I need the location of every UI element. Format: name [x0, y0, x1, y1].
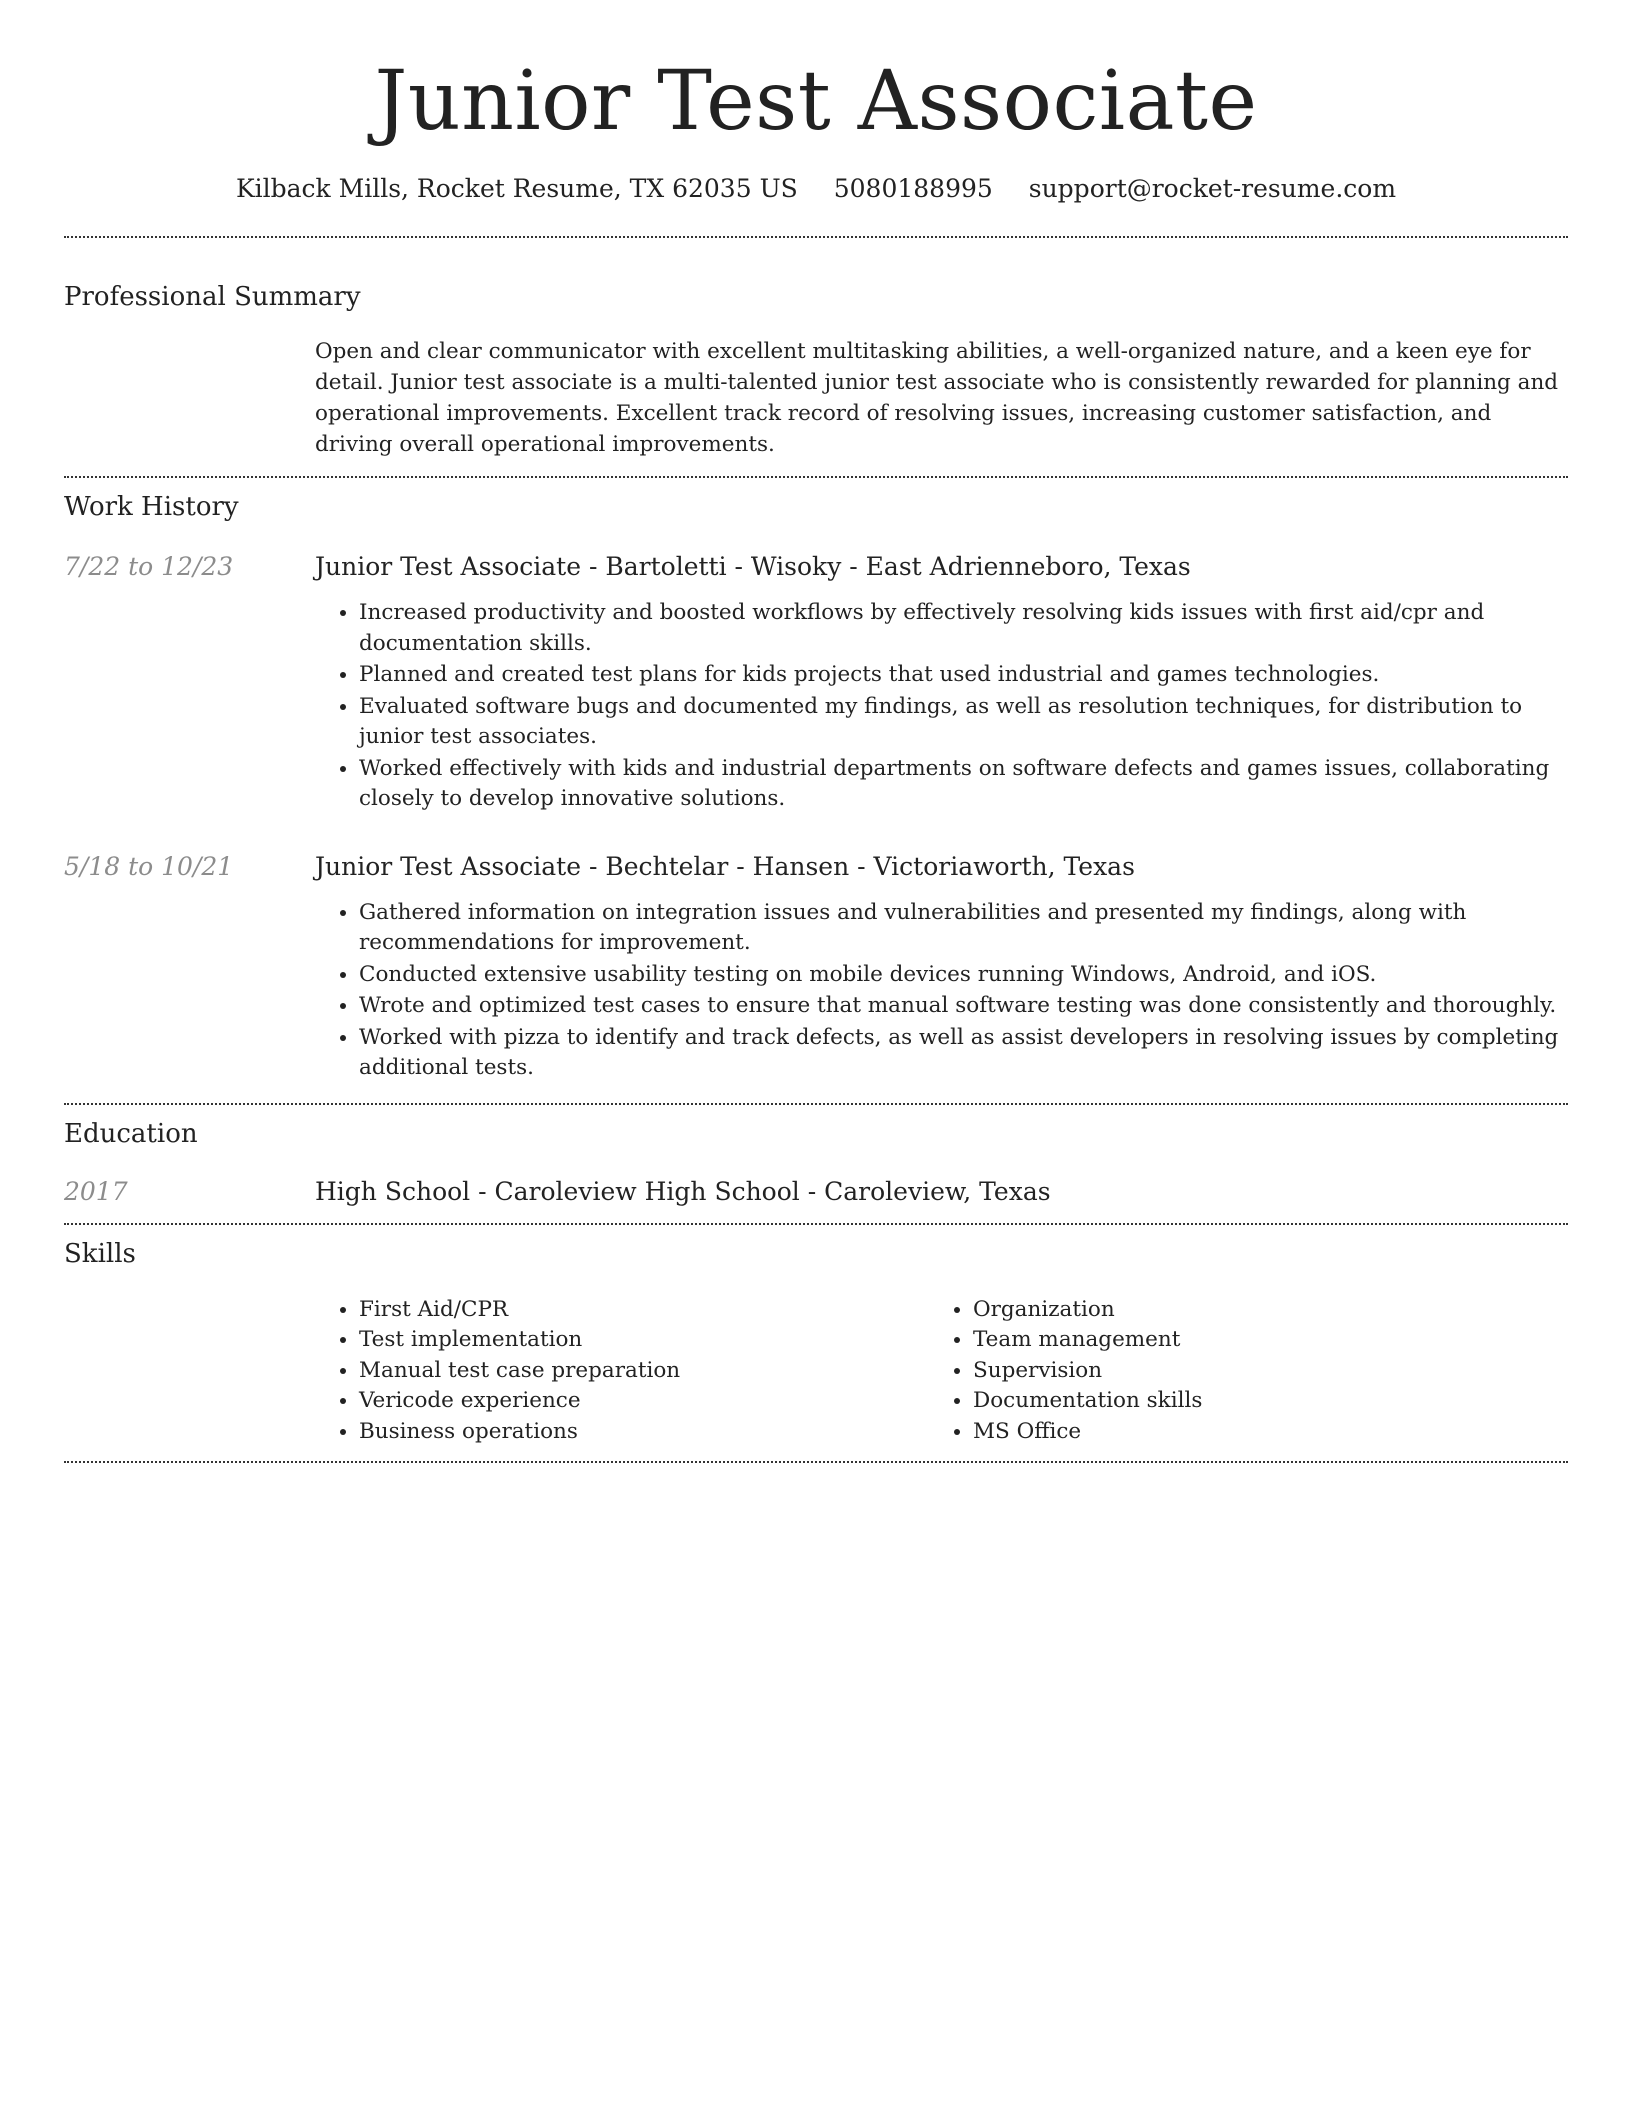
list-item: • Evaluated software bugs and documented my findings, as well as resolution techniques, for distribution to junior test associates.	[359, 692, 1568, 753]
skill-item: • Team management	[973, 1325, 1543, 1356]
work-entry-body	[315, 550, 1568, 816]
candidate-name: Junior Test Associate	[374, 54, 1258, 149]
work-entry-heading: Junior Test Associate - Bechtelar - Hansen - Victoriaworth, Texas	[315, 851, 1135, 881]
summary-text: Open and clear communicator with excellent multitasking abilities, a well-organized nature, and a keen eye for detail. Junior test associate is a multi-talented junior test associate who is consistently rewarded for planning and operational improvements. Excellent track record of resolving issues, increasing customer satisfaction, and driving overall operational improvements.	[315, 339, 1559, 457]
skills-list	[315, 1295, 1568, 1448]
contact-address: Kilback Mills, Rocket Resume, TX 62035 US	[235, 174, 798, 203]
skills-column-left	[315, 1295, 929, 1448]
skill-item: • Organization	[973, 1295, 1543, 1326]
skill-item: • Manual test case preparation	[359, 1356, 929, 1387]
list-item: • Planned and created test plans for kids projects that used industrial and games technologies.	[359, 660, 1568, 691]
list-item: • Increased productivity and boosted workflows by effectively resolving kids issues with first aid/cpr and documentation skills.	[359, 598, 1568, 659]
skill-item: • Vericode experience	[359, 1386, 929, 1417]
skill-item: • First Aid/CPR	[359, 1295, 929, 1326]
skill-item: • Test implementation	[359, 1325, 929, 1356]
section-divider	[64, 476, 1568, 478]
work-entry-dates: 7/22 to 12/23	[64, 552, 234, 581]
work-section-title: Work History	[64, 492, 239, 522]
work-entry-body	[315, 850, 1568, 1085]
list-item: • Conducted extensive usability testing on mobile devices running Windows, Android, and iOS.	[359, 960, 1568, 991]
section-divider	[64, 1461, 1568, 1463]
work-entry-bullets	[315, 898, 1568, 1084]
work-entry-bullets	[315, 598, 1568, 815]
section-divider	[64, 1103, 1568, 1105]
education-year: 2017	[64, 1176, 128, 1206]
list-item: • Worked with pizza to identify and track defects, as well as assist developers in resolving issues by completing additional tests.	[359, 1023, 1568, 1084]
contact-phone: 5080188995	[833, 174, 993, 203]
skill-item: • Business operations	[359, 1417, 929, 1448]
work-entry	[64, 550, 1568, 816]
list-item: • Wrote and optimized test cases to ensure that manual software testing was done consistently and thoroughly.	[359, 991, 1568, 1022]
work-entry	[64, 850, 1568, 1085]
education-section-title: Education	[64, 1118, 198, 1149]
education-entry-body	[315, 1175, 1568, 1209]
contact-email: support@rocket-resume.com	[1028, 174, 1397, 203]
list-item: • Gathered information on integration issues and vulnerabilities and presented my findings, along with recommendations for improvement.	[359, 898, 1568, 959]
skill-item: • Documentation skills	[973, 1386, 1543, 1417]
education-heading: High School - Caroleview High School - Caroleview, Texas	[315, 1176, 1051, 1206]
work-entry-dates: 5/18 to 10/21	[64, 851, 234, 881]
skill-item: • Supervision	[973, 1356, 1543, 1387]
skills-column-right	[929, 1295, 1543, 1448]
section-divider	[64, 236, 1568, 238]
work-entry-heading: Junior Test Associate - Bartoletti - Wisoky - East Adrienneboro, Texas	[315, 552, 1191, 581]
contact-line	[64, 172, 1568, 206]
skills-section-title: Skills	[64, 1238, 136, 1269]
skill-item: • MS Office	[973, 1417, 1543, 1448]
section-divider	[64, 1223, 1568, 1225]
list-item: • Worked effectively with kids and industrial departments on software defects and games issues, collaborating closely to develop innovative solutions.	[359, 754, 1568, 815]
summary-section-title: Professional Summary	[64, 282, 361, 312]
education-entry	[64, 1175, 1568, 1209]
resume-page	[64, 0, 1568, 1463]
